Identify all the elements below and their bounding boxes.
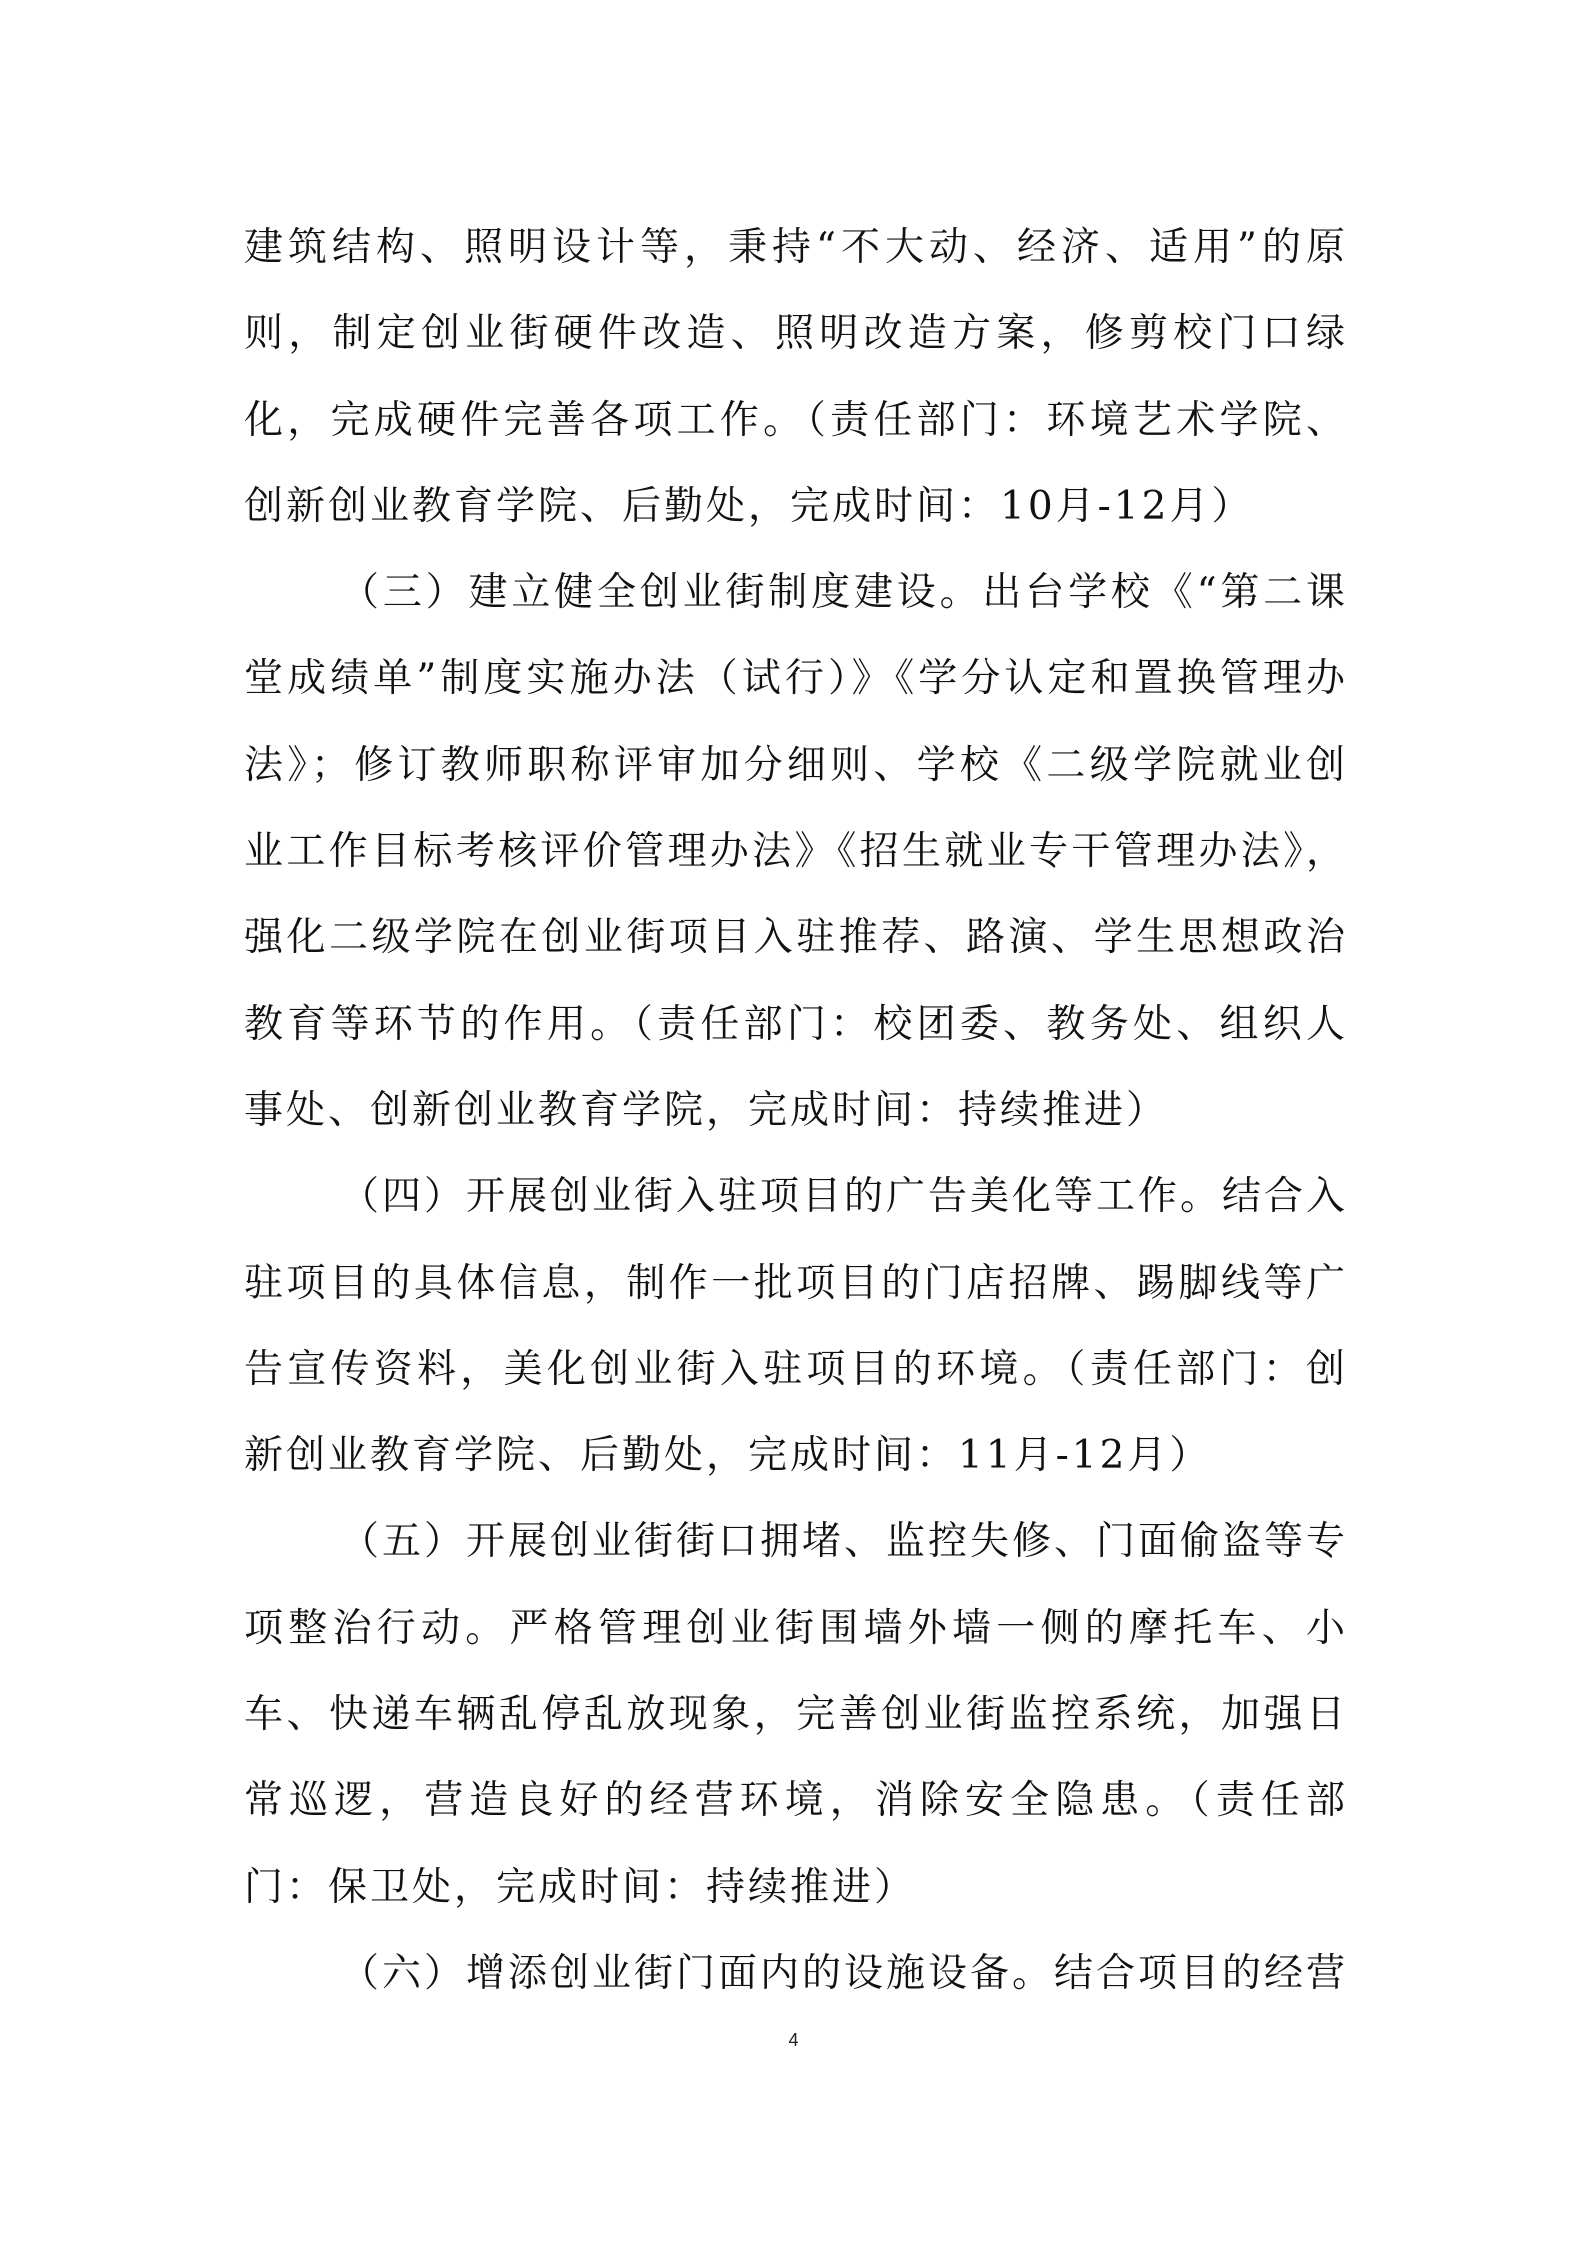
document-body [244, 205, 1348, 2017]
page-number: 4 [788, 2030, 799, 2050]
paragraph-section-4: （四）开展创业街入驻项目的广告美化等工作。结合入驻项目的具体信息，制作一批项目的门店招牌、踢脚线等广告宣传资料，美化创业街入驻项目的环境。（责任部门：创新创业教育学院、后勤处，完成时间：11月-12月） [244, 1174, 1349, 1479]
paragraph-section-5: （五）开展创业街街口拥堵、监控失修、门面偷盗等专项整治行动。严格管理创业街围墙外墙一侧的摩托车、小车、快递车辆乱停乱放现象，完善创业街监控系统，加强日常巡逻，营造良好的经营环境，消除安全隐患。（责任部门：保卫处，完成时间：持续推进） [244, 1519, 1349, 1910]
paragraph-continuation: 建筑结构、照明设计等，秉持“不大动、经济、适用”的原则，制定创业街硬件改造、照明改造方案，修剪校门口绿化，完成硬件完善各项工作。（责任部门：环境艺术学院、创新创业教育学院、后勤处，完成时间：10月-12月） [244, 225, 1348, 529]
paragraph-section-3: （三）建立健全创业街制度建设。出台学校《“第二课堂成绩单”制度实施办法（试行）》《学分认定和置换管理办法》；修订教师职称评审加分细则、学校《二级学院就业创业工作目标考核评价管理办法》《招生就业专干管理办法》，强化二级学院在创业街项目入驻推荐、路演、学生思想政治教育等环节的作用。（责任部门：校团委、教务处、组织人事处、创新创业教育学院，完成时间：持续推进） [244, 570, 1348, 1133]
paragraph-section-6: （六）增添创业街门面内的设施设备。结合项目的经营 [340, 1950, 1349, 1996]
